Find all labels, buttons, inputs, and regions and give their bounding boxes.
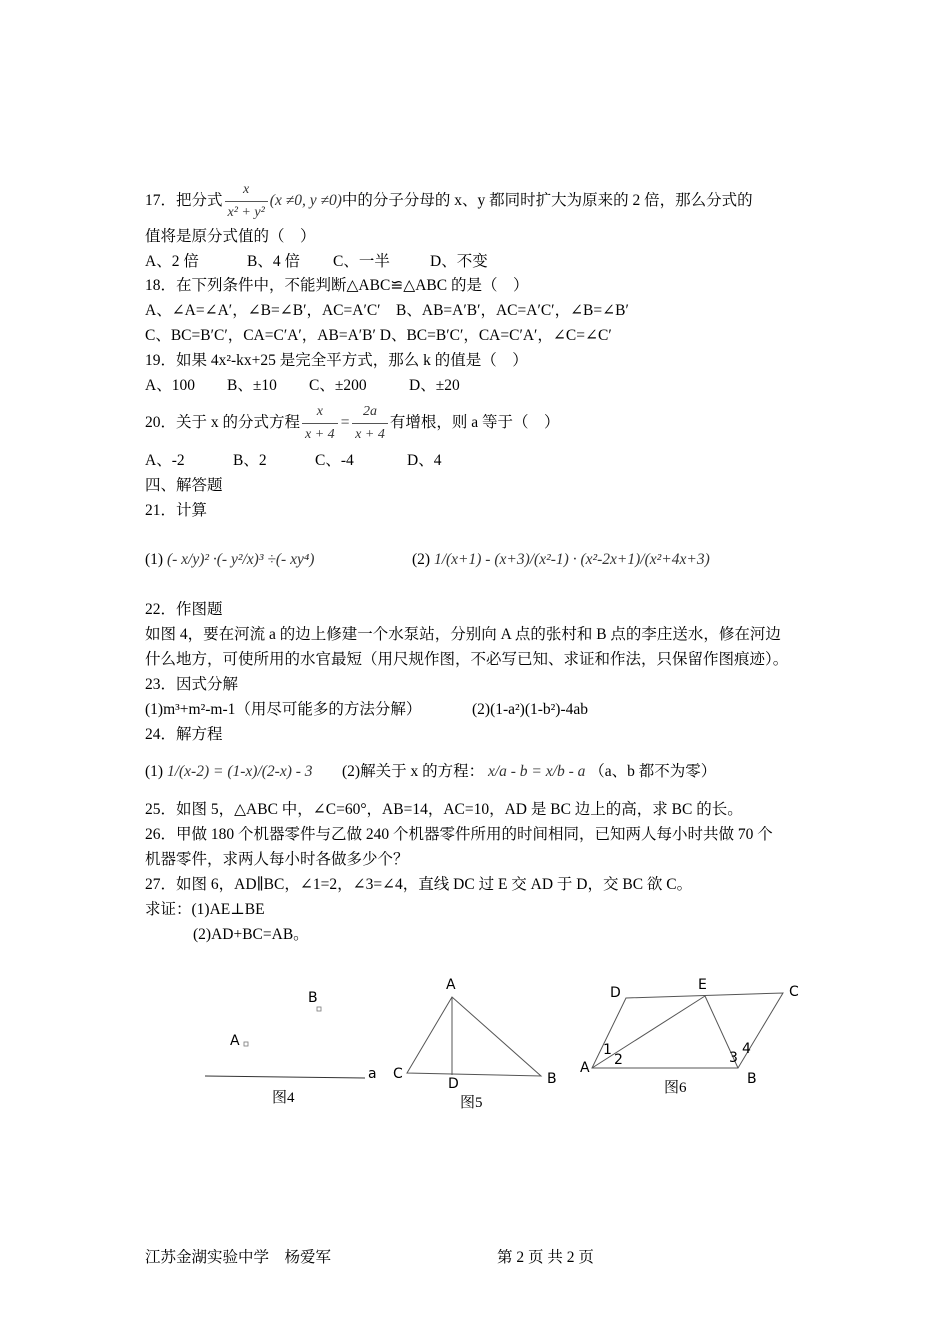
q26-line2: 机器零件，求两人每小时各做多少个？ bbox=[145, 851, 409, 868]
q18-line-ab: A、∠A=∠A′，∠B=∠B′，AC=A′C′ B、AB=A′B′，AC=A′C′，∠B=∠B′ bbox=[145, 302, 629, 319]
q20-fraction-1: $\frac{x}{x + 4}$ bbox=[302, 402, 338, 445]
option-b: B、±10 bbox=[227, 377, 277, 394]
q24-part2-note: （a、b 都不为零） bbox=[589, 763, 717, 780]
fig4-label-river: a bbox=[368, 1066, 377, 1082]
footer-page-number: 第 2 页 共 2 页 bbox=[497, 1249, 594, 1266]
section-heading: 四、解答题 bbox=[145, 477, 223, 494]
option-a: A、-2 bbox=[145, 452, 185, 469]
option-d: D、4 bbox=[407, 452, 442, 469]
fig6-label-d: D bbox=[610, 985, 621, 1001]
q24-part2-expr: x/a - b = x/b - a bbox=[487, 763, 586, 780]
fig5-triangle bbox=[407, 997, 541, 1076]
option-d: D、不变 bbox=[430, 253, 488, 270]
option-d: D、±20 bbox=[409, 377, 460, 394]
q27-line1: 27．如图 6，AD∥BC，∠1=2，∠3=∠4，直线 DC 过 E 交 AD 于 D，交 BC 欲 C。 bbox=[145, 876, 693, 893]
q21-part1-label: (1) bbox=[145, 551, 164, 568]
q17-prefix: 17．把分式 bbox=[145, 192, 223, 210]
q17-suffix: 中的分子分母的 x、y 都同时扩大为原来的 2 倍，那么分式的 bbox=[341, 192, 753, 210]
q20-equals: = bbox=[339, 414, 351, 432]
q24-stem: 24．解方程 bbox=[145, 726, 223, 743]
q19-stem: 19．如果 4x²-kx+25 是完全平方式，那么 k 的值是（ ） bbox=[145, 352, 528, 369]
option-a: A、100 bbox=[145, 377, 195, 394]
q26-line1: 26．甲做 180 个机器零件与乙做 240 个机器零件所用的时间相同，已知两人每小时共做 70 个 bbox=[145, 826, 773, 843]
option-c: C、一半 bbox=[333, 253, 390, 270]
q17-line2: 值将是原分式值的（ ） bbox=[145, 228, 316, 245]
fig6-label-b: B bbox=[747, 1071, 757, 1087]
fig4-point-b bbox=[317, 1007, 321, 1011]
fig6-angle-1: 1 bbox=[603, 1042, 612, 1058]
fig4-label-a: A bbox=[230, 1033, 240, 1049]
q22-line1: 如图 4，要在河流 a 的边上修建一个水泵站，分别向 A 点的张村和 B 点的李庄送水，修在河边 bbox=[145, 626, 781, 643]
q24-part1-expr: 1/(x-2) = (1-x)/(2-x) - 3 bbox=[166, 763, 313, 780]
q27-line2: 求证：(1)AE⊥BE bbox=[145, 901, 265, 918]
q20-suffix: 有增根，则 a 等于（ ） bbox=[389, 414, 560, 432]
fig5-label-a: A bbox=[446, 977, 456, 993]
q21-part2-label: (2) bbox=[412, 551, 431, 568]
q18-stem: 18．在下列条件中，不能判断△ABC≌△ABC 的是（ ） bbox=[145, 277, 529, 294]
q23-part1: (1)m³+m²-m-1（用尽可能多的方法分解） bbox=[145, 701, 422, 718]
q18-line-cd: C、BC=B′C′，CA=C′A′，AB=A′B′ D、BC=B′C′，CA=C′A′，∠C=∠C′ bbox=[145, 327, 612, 344]
fig6-angle-4: 4 bbox=[742, 1041, 751, 1057]
fig5-caption: 图5 bbox=[460, 1095, 483, 1111]
q17-fraction: $\frac{x}{\text{x² + y²}}$ bbox=[225, 180, 268, 223]
option-c: C、-4 bbox=[315, 452, 354, 469]
fig5-label-c: C bbox=[393, 1066, 403, 1082]
fig6-label-e: E bbox=[698, 977, 707, 993]
fig6-caption: 图6 bbox=[664, 1080, 687, 1096]
q24-part2-text: (2)解关于 x 的方程： bbox=[342, 763, 485, 780]
option-b: B、2 bbox=[233, 452, 267, 469]
option-c: C、±200 bbox=[309, 377, 367, 394]
q23-part2: (2)(1-a²)(1-b²)-4ab bbox=[472, 701, 589, 718]
fig5-label-d: D bbox=[448, 1076, 459, 1092]
q21-stem: 21．计算 bbox=[145, 502, 208, 519]
q25: 25．如图 5，△ABC 中，∠C=60°，AB=14，AC=10，AD 是 BC 边上的高，求 BC 的长。 bbox=[145, 801, 743, 818]
fig4-point-a bbox=[244, 1042, 248, 1046]
fig6-label-c: C bbox=[789, 984, 799, 1000]
q22-stem: 22．作图题 bbox=[145, 601, 223, 618]
footer-author: 江苏金湖实验中学 杨爱军 bbox=[145, 1249, 332, 1266]
fig6-angle-3: 3 bbox=[729, 1050, 738, 1066]
q21-part2-expr: 1/(x+1) - (x+3)/(x²-1) · (x²-2x+1)/(x²+4x+3) bbox=[433, 551, 710, 568]
fig5-label-b: B bbox=[547, 1071, 557, 1087]
option-b: B、4 倍 bbox=[247, 253, 300, 270]
q20-fraction-2: $\frac{2a}{x + 4}$ bbox=[352, 402, 388, 445]
q23-stem: 23．因式分解 bbox=[145, 676, 239, 693]
q21-part1-expr: (- x/y)² ·(- y²/x)³ ÷(- xy⁴) bbox=[166, 551, 315, 568]
q24-part1-label: (1) bbox=[145, 763, 164, 780]
option-a: A、2 倍 bbox=[145, 253, 199, 270]
fig4-caption: 图4 bbox=[272, 1090, 295, 1106]
q27-line3: (2)AD+BC=AB。 bbox=[193, 926, 309, 943]
fig4-river-line bbox=[205, 1076, 365, 1078]
q22-line2: 什么地方，可使所用的水官最短（用尺规作图，不必写已知、求证和作法，只保留作图痕迹）。 bbox=[145, 651, 789, 668]
fig4-label-b: B bbox=[308, 990, 318, 1006]
q20-prefix: 20．关于 x 的分式方程 bbox=[145, 414, 301, 432]
q17-condition: (x ≠0, y ≠0) bbox=[269, 192, 342, 210]
fig6-label-a: A bbox=[580, 1060, 590, 1076]
fig6-angle-2: 2 bbox=[614, 1052, 623, 1068]
